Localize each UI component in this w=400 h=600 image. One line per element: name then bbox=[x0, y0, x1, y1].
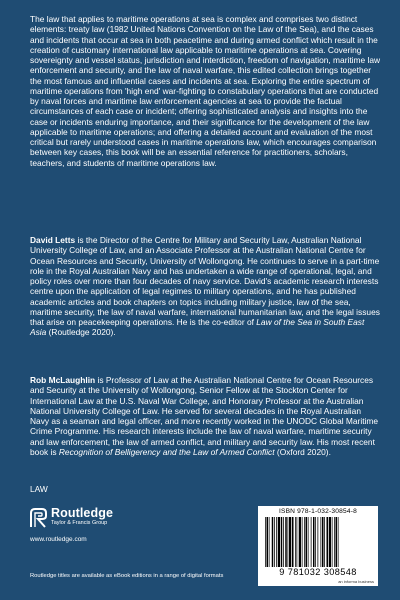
publisher-url: www.routledge.com bbox=[30, 536, 87, 543]
publisher-name: Routledge bbox=[51, 506, 114, 520]
bio-text: is the Director of the Centre for Military and Security Law, Australian National University College of Law, and an Associate Professor at the Australian National Centre for Ocean Resources and Security, University of Wollongong. He continues to serve in a part-time role in the Royal Australian Navy and has undertaken a wide range of operational, legal, and policy roles over more than four decades of navy service. David's academic research interests centre upon the application of legal regimes to military operations, and he has published academic articles and book chapters on topics including military justice, law of the sea, maritime security, the law of naval warfare, international humanitarian law, and the legal issues that arise on peacekeeping operations. He is the co-editor of bbox=[30, 235, 380, 327]
author-bio-mclaughlin bbox=[30, 375, 382, 457]
isbn-barcode bbox=[258, 506, 378, 586]
routledge-logo-icon bbox=[30, 508, 47, 528]
barcode-bars bbox=[264, 517, 372, 567]
author-name: Rob McLaughlin bbox=[30, 375, 96, 385]
subject-category: LAW bbox=[30, 484, 48, 494]
bio-text-end: (Routledge 2020). bbox=[46, 327, 116, 338]
author-name: David Letts bbox=[30, 235, 76, 245]
author-bio-letts bbox=[30, 235, 382, 338]
informa-note: an informa business bbox=[338, 579, 374, 584]
ebook-note: Routledge titles are available as eBook editions in a range of digital formats bbox=[30, 573, 224, 579]
isbn-label: ISBN 978-1-032-30854-8 bbox=[278, 508, 358, 515]
publisher-logo bbox=[30, 506, 170, 552]
book-description: The law that applies to maritime operations at sea is complex and comprises two distinct elements: treaty law (1982 United Nations Convention on the Law of the Sea), and the cases and incidents that occur at sea in both peacetime and during armed conflict which result in the creation of customary international law applicable to maritime operations at sea. Covering sovereignty and vessel status, jurisdiction and interdiction, freedom of navigation, maritime law enforcement and security, and the law of naval warfare, this edited collection brings together the most famous and influential cases and incidents at sea. Exploring the entire spectrum of maritime operations from 'high end' war-fighting to constabulary operations that are conducted by naval forces and maritime law enforcement agencies at sea to provide the factual circumstances of each case or incident; offering sophisticated analysis and insights into the case or incidents enduring importance, and their significance for the development of the law applicable to maritime operations; and offering a detailed account and evaluation of the most critical but rarely understood cases in maritime operations law, which encourages comparison between key cases, this book will be an essential reference for practitioners, scholars, teachers, and students of maritime operations law. bbox=[30, 14, 381, 168]
barcode-digits: 9 781032 308548 bbox=[279, 567, 357, 577]
bio-text-end: (Oxford 2020). bbox=[274, 446, 331, 457]
book-title: Law of the Sea in South East Asia bbox=[30, 317, 365, 338]
bio-text: is Professor of Law at the Australian National Centre for Ocean Resources and Security at the University of Wollongong, Senior Fellow at the Stockton Center for International Law at the U.S. Naval War College, and Honorary Professor at the Australian National University College of Law. He served for several decades in the Royal Australian Navy as a seaman and legal officer, and more recently worked in the UNODC Global Maritime Crime Programme. His research interests include the law of naval warfare, maritime security and law enforcement, the law of armed conflict, and military and security law. His most recent book is bbox=[30, 375, 379, 457]
publisher-tagline: Taylor & Francis Group bbox=[51, 520, 108, 526]
book-title: Recognition of Belligerency and the Law of Armed Conflict bbox=[58, 446, 275, 457]
